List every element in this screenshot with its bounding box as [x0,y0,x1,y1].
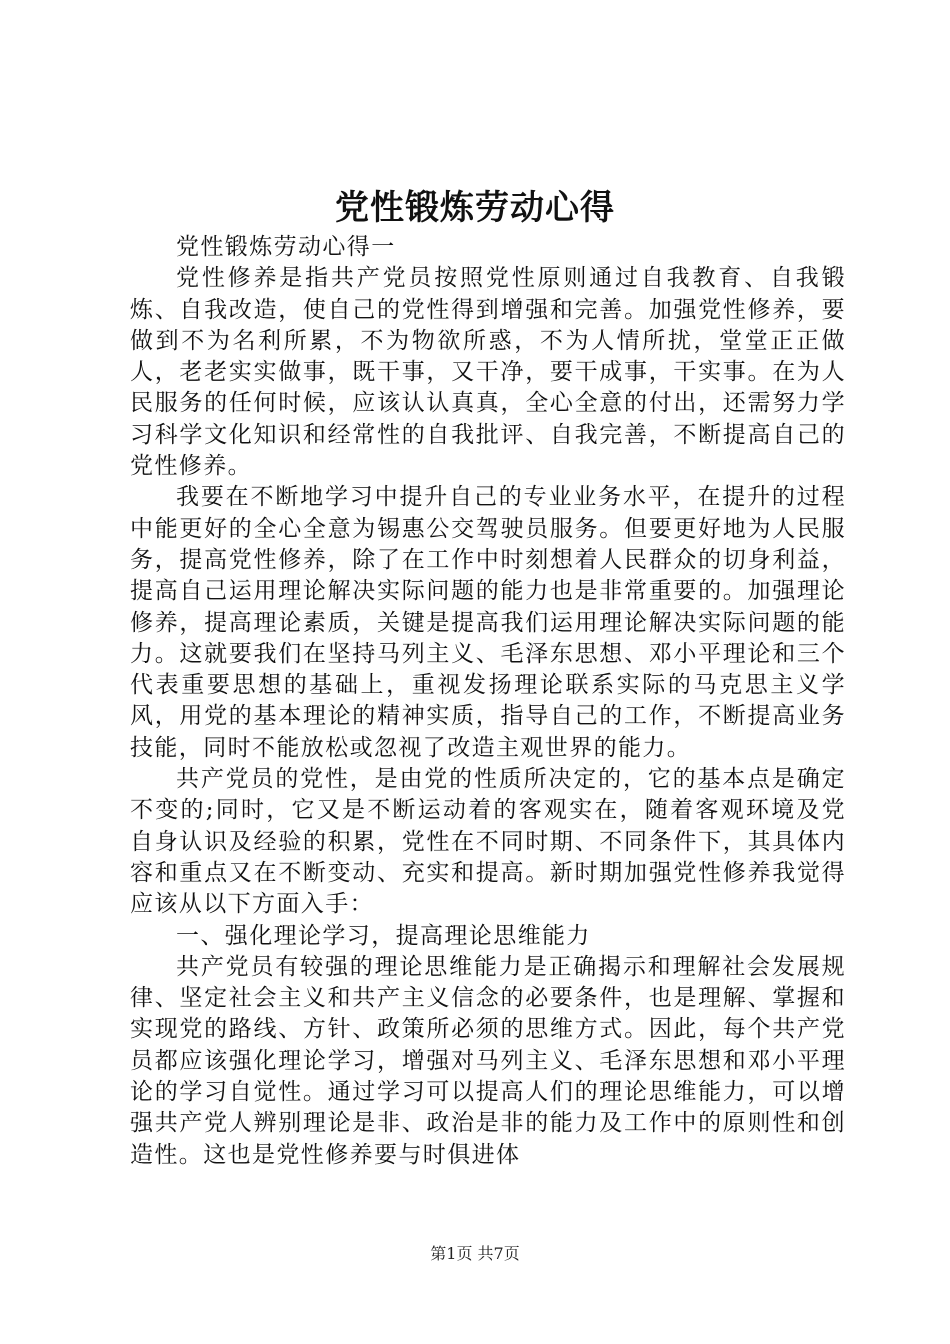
paragraph-party-cultivation: 党性修养是指共产党员按照党性原则通过自我教育、自我锻炼、自我改造，使自己的党性得到增强和完善。加强党性修养，要做到不为名利所累，不为物欲所惑，不为人情所扰，堂堂正正做人，老老实实做事，既干事，又干净，要干成事，干实事。在为人民服务的任何时候，应该认认真真，全心全意的付出，还需努力学习科学文化知识和经常性的自我批评、自我完善，不断提高自己的党性修养。 [130,265,846,480]
document-title: 党性锻炼劳动心得 [335,188,615,228]
paragraph-professional-study: 我要在不断地学习中提升自己的专业业务水平，在提升的过程中能更好的全心全意为锡惠公交驾驶员服务。但要更好地为人民服务，提高党性修养，除了在工作中时刻想着人民群众的切身利益，提高自己运用理论解决实际问题的能力也是非常重要的。加强理论修养，提高理论素质，关键是提高我们运用理论解决实际问题的能力。这就要我们在坚持马列主义、毛泽东思想、邓小平理论和三个代表重要思想的基础上，重视发扬理论联系实际的马克思主义学风，用党的基本理论的精神实质，指导自己的工作，不断提高业务技能，同时不能放松或忽视了改造主观世界的能力。 [130,484,846,761]
paragraph-party-nature: 共产党员的党性，是由党的性质所决定的，它的基本点是确定不变的;同时，它又是不断运动着的客观实在，随着客观环境及党自身认识及经验的积累，党性在不同时期、不同条件下，其具体内容和重点又在不断变动、充实和提高。新时期加强党性修养我觉得应该从以下方面入手： [130,766,846,918]
document-body [130,232,846,1171]
section-heading: 党性锻炼劳动心得一 [176,234,396,260]
page-number-footer: 第1页 共7页 [430,1244,520,1263]
paragraph-theory-thinking: 共产党员有较强的理论思维能力是正确揭示和理解社会发展规律、坚定社会主义和共产主义信念的必要条件，也是理解、掌握和实现党的路线、方针、政策所必须的思维方式。因此，每个共产党员都应该强化理论学习，增强对马列主义、毛泽东思想和邓小平理论的学习自觉性。通过学习可以提高人们的理论思维能力，可以增强共产党人辨别理论是非、政治是非的能力及工作中的原则性和创造性。这也是党性修养要与时俱进体 [130,953,846,1168]
subheading-theory-study: 一、强化理论学习，提高理论思维能力 [176,922,591,949]
